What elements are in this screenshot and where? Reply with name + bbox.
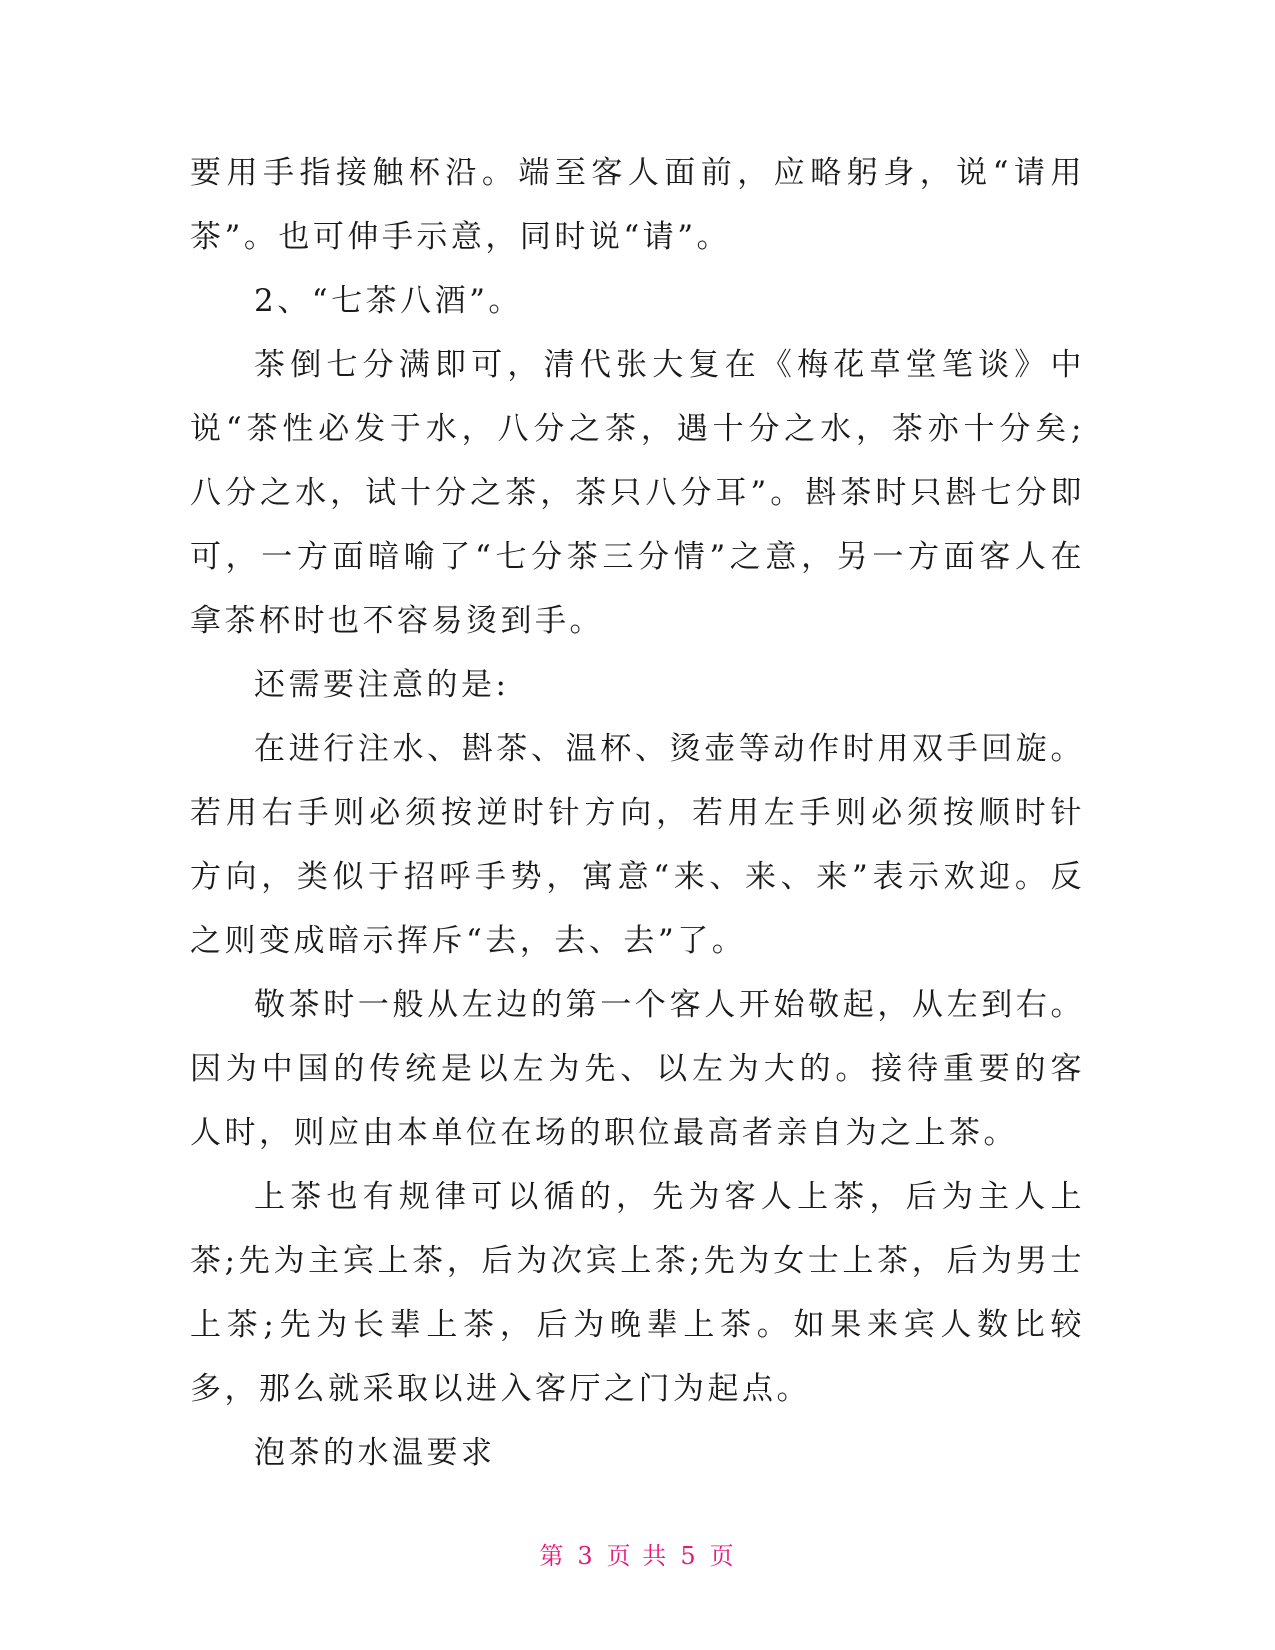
footer-page-number: 3 — [577, 1542, 595, 1570]
footer-total-pages: 5 — [680, 1542, 698, 1570]
paragraph-8: 泡茶的水温要求 — [254, 1435, 496, 1471]
paragraph-7: 上茶也有规律可以循的，先为客人上茶，后为主人上茶;先为主宾上茶，后为次宾上茶;先为女士上茶，后为男士上茶;先为长辈上茶，后为晚辈上茶。如果来宾人数比较多，那么就采取以进入客厅之门为起点。 — [190, 1179, 1085, 1407]
paragraph-5: 在进行注水、斟茶、温杯、烫壶等动作时用双手回旋。若用右手则必须按逆时针方向，若用左手则必须按顺时针方向，类似于招呼手势，寓意“来、来、来”表示欢迎。反之则变成暗示挥斥“去，去、去”了。 — [190, 731, 1085, 959]
footer-prefix: 第 — [539, 1542, 566, 1570]
footer-suffix: 页 — [709, 1542, 736, 1570]
paragraph-6: 敬茶时一般从左边的第一个客人开始敬起，从左到右。因为中国的传统是以左为先、以左为大的。接待重要的客人时，则应由本单位在场的职位最高者亲自为之上茶。 — [190, 987, 1085, 1151]
document-body — [190, 141, 1085, 1485]
footer-middle: 页 共 — [606, 1542, 669, 1570]
paragraph-1: 要用手指接触杯沿。端至客人面前，应略躬身，说“请用茶”。也可伸手示意，同时说“请”。 — [190, 155, 1085, 255]
page-footer — [0, 1538, 1275, 1574]
paragraph-4: 还需要注意的是: — [254, 667, 510, 703]
paragraph-2: 2、“七茶八酒”。 — [254, 283, 523, 319]
paragraph-3: 茶倒七分满即可，清代张大复在《梅花草堂笔谈》中说“茶性必发于水，八分之茶，遇十分之水，茶亦十分矣;八分之水，试十分之茶，茶只八分耳”。斟茶时只斟七分即可，一方面暗喻了“七分茶三分情”之意，另一方面客人在拿茶杯时也不容易烫到手。 — [190, 347, 1085, 639]
